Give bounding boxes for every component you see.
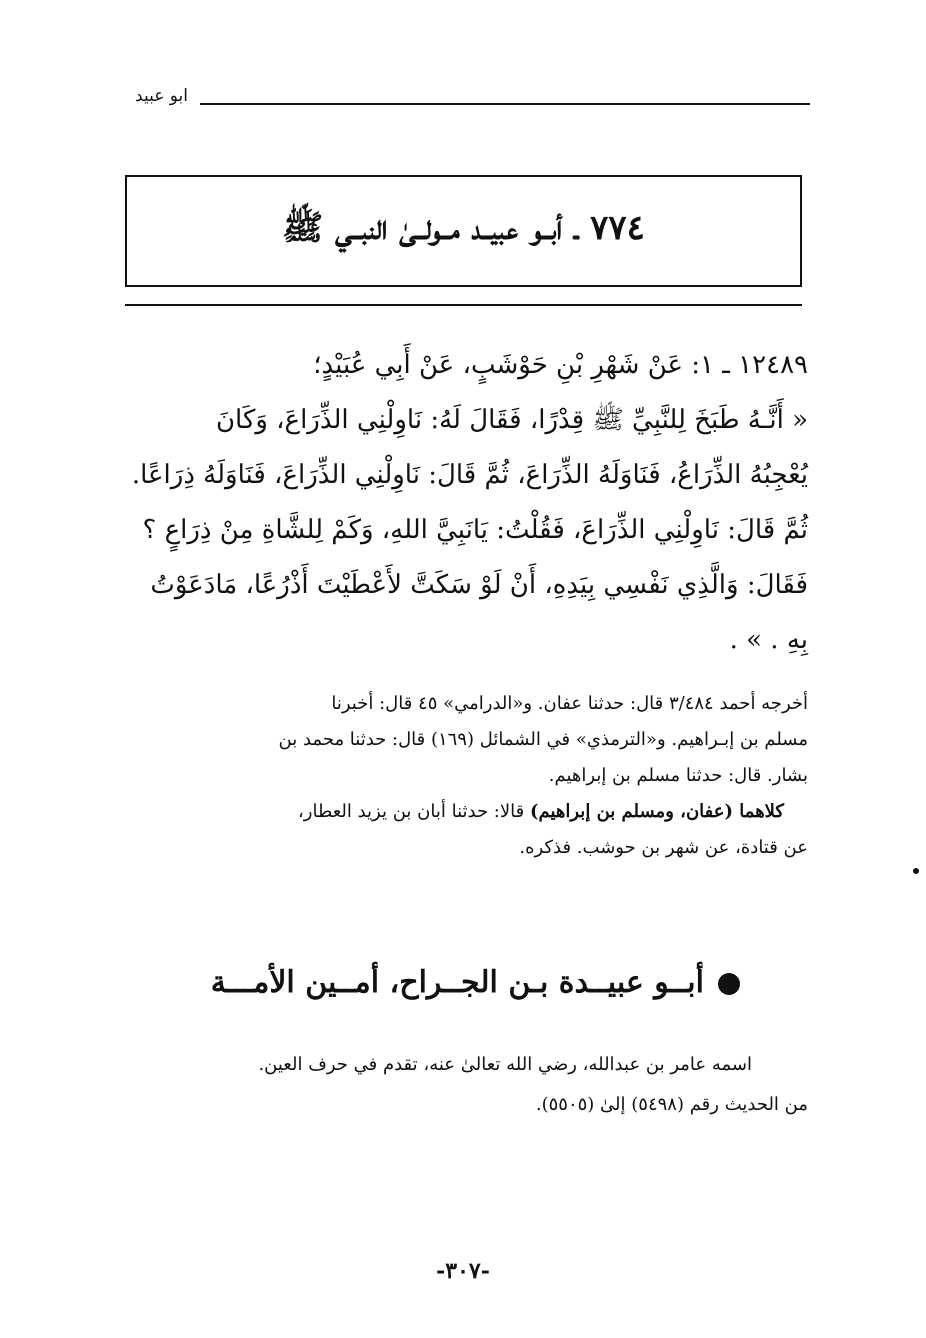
hadith-line: بِهِ . » . (729, 625, 808, 655)
hadith-line: ١٢٤٨٩ ـ ١: عَنْ شَهْرِ بْنِ حَوْشَبٍ، عَنْ أَبِي عُبَيْدٍ؛ (313, 350, 808, 380)
chapter-title: ٧٧٤ ـ أبــو عبيــد مــولــىٰ النبــي ﷺ (282, 207, 645, 248)
takhrij-notes (122, 686, 808, 866)
takhrij-line: أخرجه أحمد ٣/٤٨٤ قال: حدثنا عفان. و«الدرامي» ٤٥ قال: أخبرنا (331, 693, 808, 714)
takhrij-paragraph-2 (122, 794, 808, 830)
page-number: -٣٠٧- (436, 1258, 490, 1284)
chapter-title-box (125, 175, 802, 287)
takhrij-line: مسلم بن إبـراهيم. و«الترمذي» في الشمائل (١٦٩) قال: حدثنا محمد بن (278, 729, 808, 750)
running-head-rule (200, 103, 810, 105)
margin-dot (913, 868, 919, 874)
hadith-line: « أَنَّـهُ طَبَخَ لِلنَّبِيِّ ﷺ قِدْرًا، فَقَالَ لَهُ: نَاوِلْنِي الذِّرَاعَ، وَكَانَ (215, 405, 808, 435)
takhrij-line: بشار. قال: حدثنا مسلم بن إبراهيم. (548, 765, 808, 786)
running-head: ابو عبيد (135, 86, 188, 106)
hadith-line: فَقَالَ: وَالَّذِي نَفْسِي بِيَدِهِ، أَنْ لَوْ سَكَتَّ لأَعْطَيْتَ أَذْرُعًا، مَادَعَوْتُ (150, 570, 808, 600)
hadith-line: ثُمَّ قَالَ: نَاوِلْنِي الذِّرَاعَ، فَقُلْتُ: يَانَبِيَّ اللهِ، وَكَمْ لِلشَّاةِ مِنْ ذِرَاعٍ ؟ (142, 515, 808, 545)
takhrij-paragraph-2-lead: كلاهما (عفان، ومسلم بن إبراهيم) (529, 801, 784, 822)
bio-line: اسمه عامر بن عبدالله، رضي الله تعالىٰ عنه، تقدم في حرف العين. (258, 1054, 752, 1075)
bullet-icon (718, 973, 740, 995)
hadith-text (122, 338, 808, 668)
bio-line: من الحديث رقم (٥٤٩٨) إلىٰ (٥٥٠٥). (535, 1094, 808, 1115)
section-heading-text: أبــو عبيــدة بـن الجــراح، أمــين الأمـــة (210, 965, 704, 1000)
bio-text (122, 1045, 808, 1125)
title-underline-rule (125, 304, 802, 306)
section-heading (150, 960, 740, 1006)
running-head-rule-container (200, 86, 810, 116)
takhrij-line: عن قتادة، عن شهر بن حوشب. فذكره. (519, 837, 808, 858)
hadith-line: يُعْجِبُهُ الذِّرَاعُ، فَنَاوَلَهُ الذِّرَاعَ، ثُمَّ قَالَ: نَاوِلْنِي الذِّرَاعَ، فَنَاوَلَهُ ذِرَاعًا. (131, 460, 808, 490)
takhrij-paragraph-2-rest: قالا: حدثنا أبان بن يزيد العطار، (297, 801, 530, 822)
